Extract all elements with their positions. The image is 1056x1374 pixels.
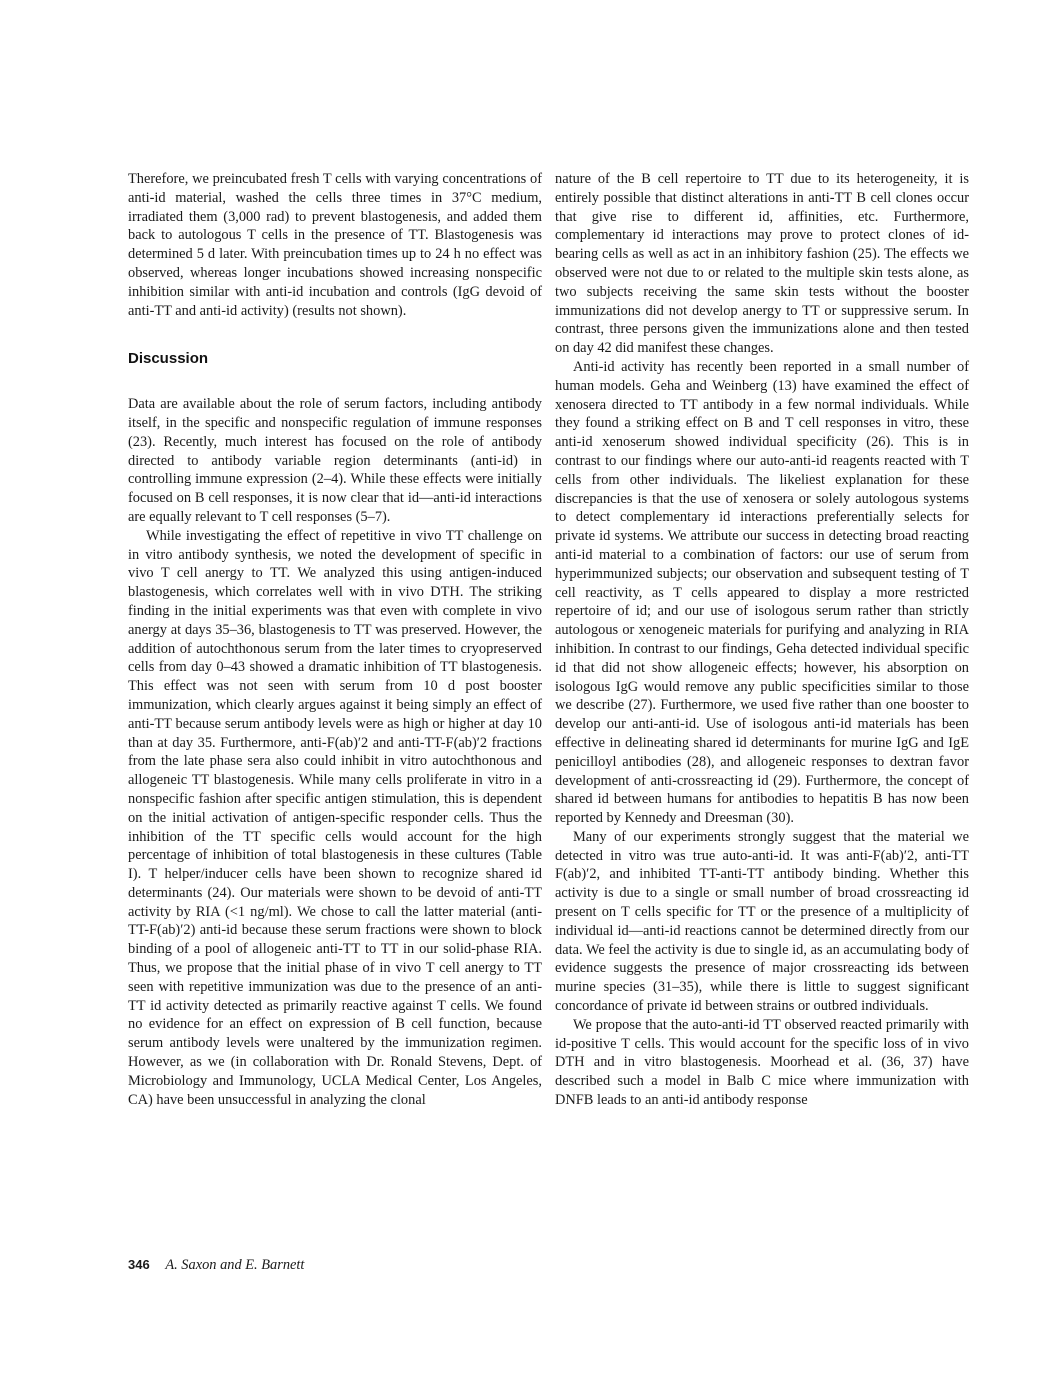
right-column <box>555 170 969 1110</box>
paragraph: While investigating the effect of repetitive in vivo TT challenge on in vitro antibody synthesis, we noted the development of specific in vivo T cell anergy to TT. We analyzed this using antigen-induced blastogenesis, which correlates well with in vivo DTH. The striking finding in the initial experiments was that even with complete in vivo anergy at days 35–36, blastogenesis to TT was preserved. However, the addition of autochthonous serum from the later times to cryopreserved cells from day 0–43 showed a dramatic inhibition of TT blastogenesis. This effect was not seen with serum from 10 d post booster immunization, which clearly argues against it being simply an effect of anti-TT because serum antibody levels were as high or higher at day 10 than at day 35. Furthermore, anti-F(ab)′2 and anti-TT-F(ab)′2 fractions from the late phase sera also could inhibit in vitro autochthonous and allogeneic TT blastogenesis. While many cells proliferate in vitro in a nonspecific fashion after specific antigen stimulation, this is dependent on the initial activation of antigen-specific responder cells. Thus the inhibition of the TT specific cells would account for the high percentage of inhibition of total blastogenesis in these cultures (Table I). T helper/inducer cells have been shown to recognize shared id determinants (24). Our materials were shown to be devoid of anti-TT activity by RIA (<1 ng/ml). We chose to call the latter material (anti-TT-F(ab)′2) anti-id because these serum fractions were shown to block binding of a pool of allogeneic anti-TT to TT in our solid-phase RIA. Thus, we propose that the initial phase of in vivo T cell anergy to TT seen with repetitive immunization was due to the presence of an anti-TT id activity detected as primarily reactive against T cells. We found no evidence for an effect on expression of B cell function, because serum antibody levels were unaltered by the immunization regimen. However, as we (in collaboration with Dr. Ronald Stevens, Dept. of Microbiology and Immunology, UCLA Medical Center, Los Angeles, CA) have been unsuccessful in analyzing the clonal <box>128 527 542 1108</box>
running-authors: A. Saxon and E. Barnett <box>165 1257 305 1273</box>
paragraph: Anti-id activity has recently been reported in a small number of human models. Geha and Weinberg (13) have examined the effect of xenosera directed to TT antibody in a few normal individuals. While they found a striking effect on B and T cell responses in vitro, these anti-id xenoserum showed individual specificity (26). This is in contrast to our findings where our auto-anti-id reagents reacted with T cells from other individuals. The likeliest explanation for these discrepancies is that the use of xenosera or solely autologous systems to detect complementary id interactions preferentially selects for private id systems. We attribute our success in detecting broad reacting anti-id material to a combination of factors: our use of serum from hyperimmunized subjects; our observation and subsequent testing of T cell reactivity, as T cells appeared to display a more restricted repertoire of id; and our use of isologous serum rather than strictly autologous or xenogeneic materials for purifying and analyzing in RIA inhibition. In contrast to our findings, Geha detected individual specific id that did not show allogeneic effects; however, his absorption on isologous IgG would remove any public specificities similar to those we describe (27). Furthermore, we used five rather than one booster to develop our anti-anti-id. Use of isologous anti-id materials has been effective in delineating shared id determinants for murine IgG and IgE penicilloyl antibodies (28), and allogeneic responses to dextran favor development of anti-crossreacting id (29). Furthermore, the concept of shared id between humans for antibodies to hepatitis B has now been reported by Kennedy and Dreesman (30). <box>555 358 969 827</box>
paragraph: Therefore, we preincubated fresh T cells with varying concentrations of anti-id material, washed the cells three times in 37°C medium, irradiated them (3,000 rad) to prevent blastogenesis, and added them back to autologous T cells in the presence of TT. Blastogenesis was determined 5 d later. With preincubation times up to 24 h no effect was observed, whereas longer incubations showed increasing nonspecific inhibition similar with anti-id incubation and controls (IgG devoid of anti-TT and anti-id activity) (results not shown). <box>128 171 542 319</box>
page-footer <box>128 1257 304 1274</box>
paragraph: Many of our experiments strongly suggest that the material we detected in vitro was true auto-anti-id. It was anti-F(ab)′2, anti-TT F(ab)′2, and inhibited TT-anti-TT antibody binding. Whether this activity is due to a single or small number of broad crossreacting id present on T cells specific for TT or the presence of a multiplicity of individual id—anti-id reactions cannot be determined directly from our data. We feel the activity is due to single id, as an accumulating body of evidence suggests the presence of major crossreacting ids between murine species (31–35), while there is little to suggest significant concordance of private id between strains or outbred individuals. <box>555 828 969 1015</box>
paragraph: Data are available about the role of serum factors, including antibody itself, in the specific and nonspecific regulation of immune responses (23). Recently, much interest has focused on the role of antibody directed to antibody variable region determinants (anti-id) in controlling immune expression (2–4). While these effects were initially focused on B cell responses, it is now clear that id—anti-id interactions are equally relevant to T cell responses (5–7). <box>128 396 542 525</box>
left-column <box>128 170 542 1109</box>
page-number: 346 <box>128 1257 150 1272</box>
paragraph: We propose that the auto-anti-id TT observed reacted primarily with id-positive T cells. This would account for the specific loss of in vivo DTH and in vitro blastogenesis. Moorhead et al. (36, 37) have described such a model in Balb C mice where immunization with DNFB leads to an anti-id antibody response <box>555 1016 969 1109</box>
paragraph: nature of the B cell repertoire to TT due to its heterogeneity, it is entirely possible that distinct alterations in anti-TT B cell clones occur that give rise to different id, affinities, etc. Furthermore, complementary id interactions may prove to protect clones of id-bearing cells as well as act in an inhibitory fashion (25). The effects we observed were not due to or related to the multiple skin tests alone, as two subjects receiving the same skin tests without the booster immunizations did not develop anergy to TT or suppressive serum. In contrast, three persons given the immunizations alone and then tested on day 42 did manifest these changes. <box>555 171 969 357</box>
section-heading-discussion: Discussion <box>128 350 209 368</box>
